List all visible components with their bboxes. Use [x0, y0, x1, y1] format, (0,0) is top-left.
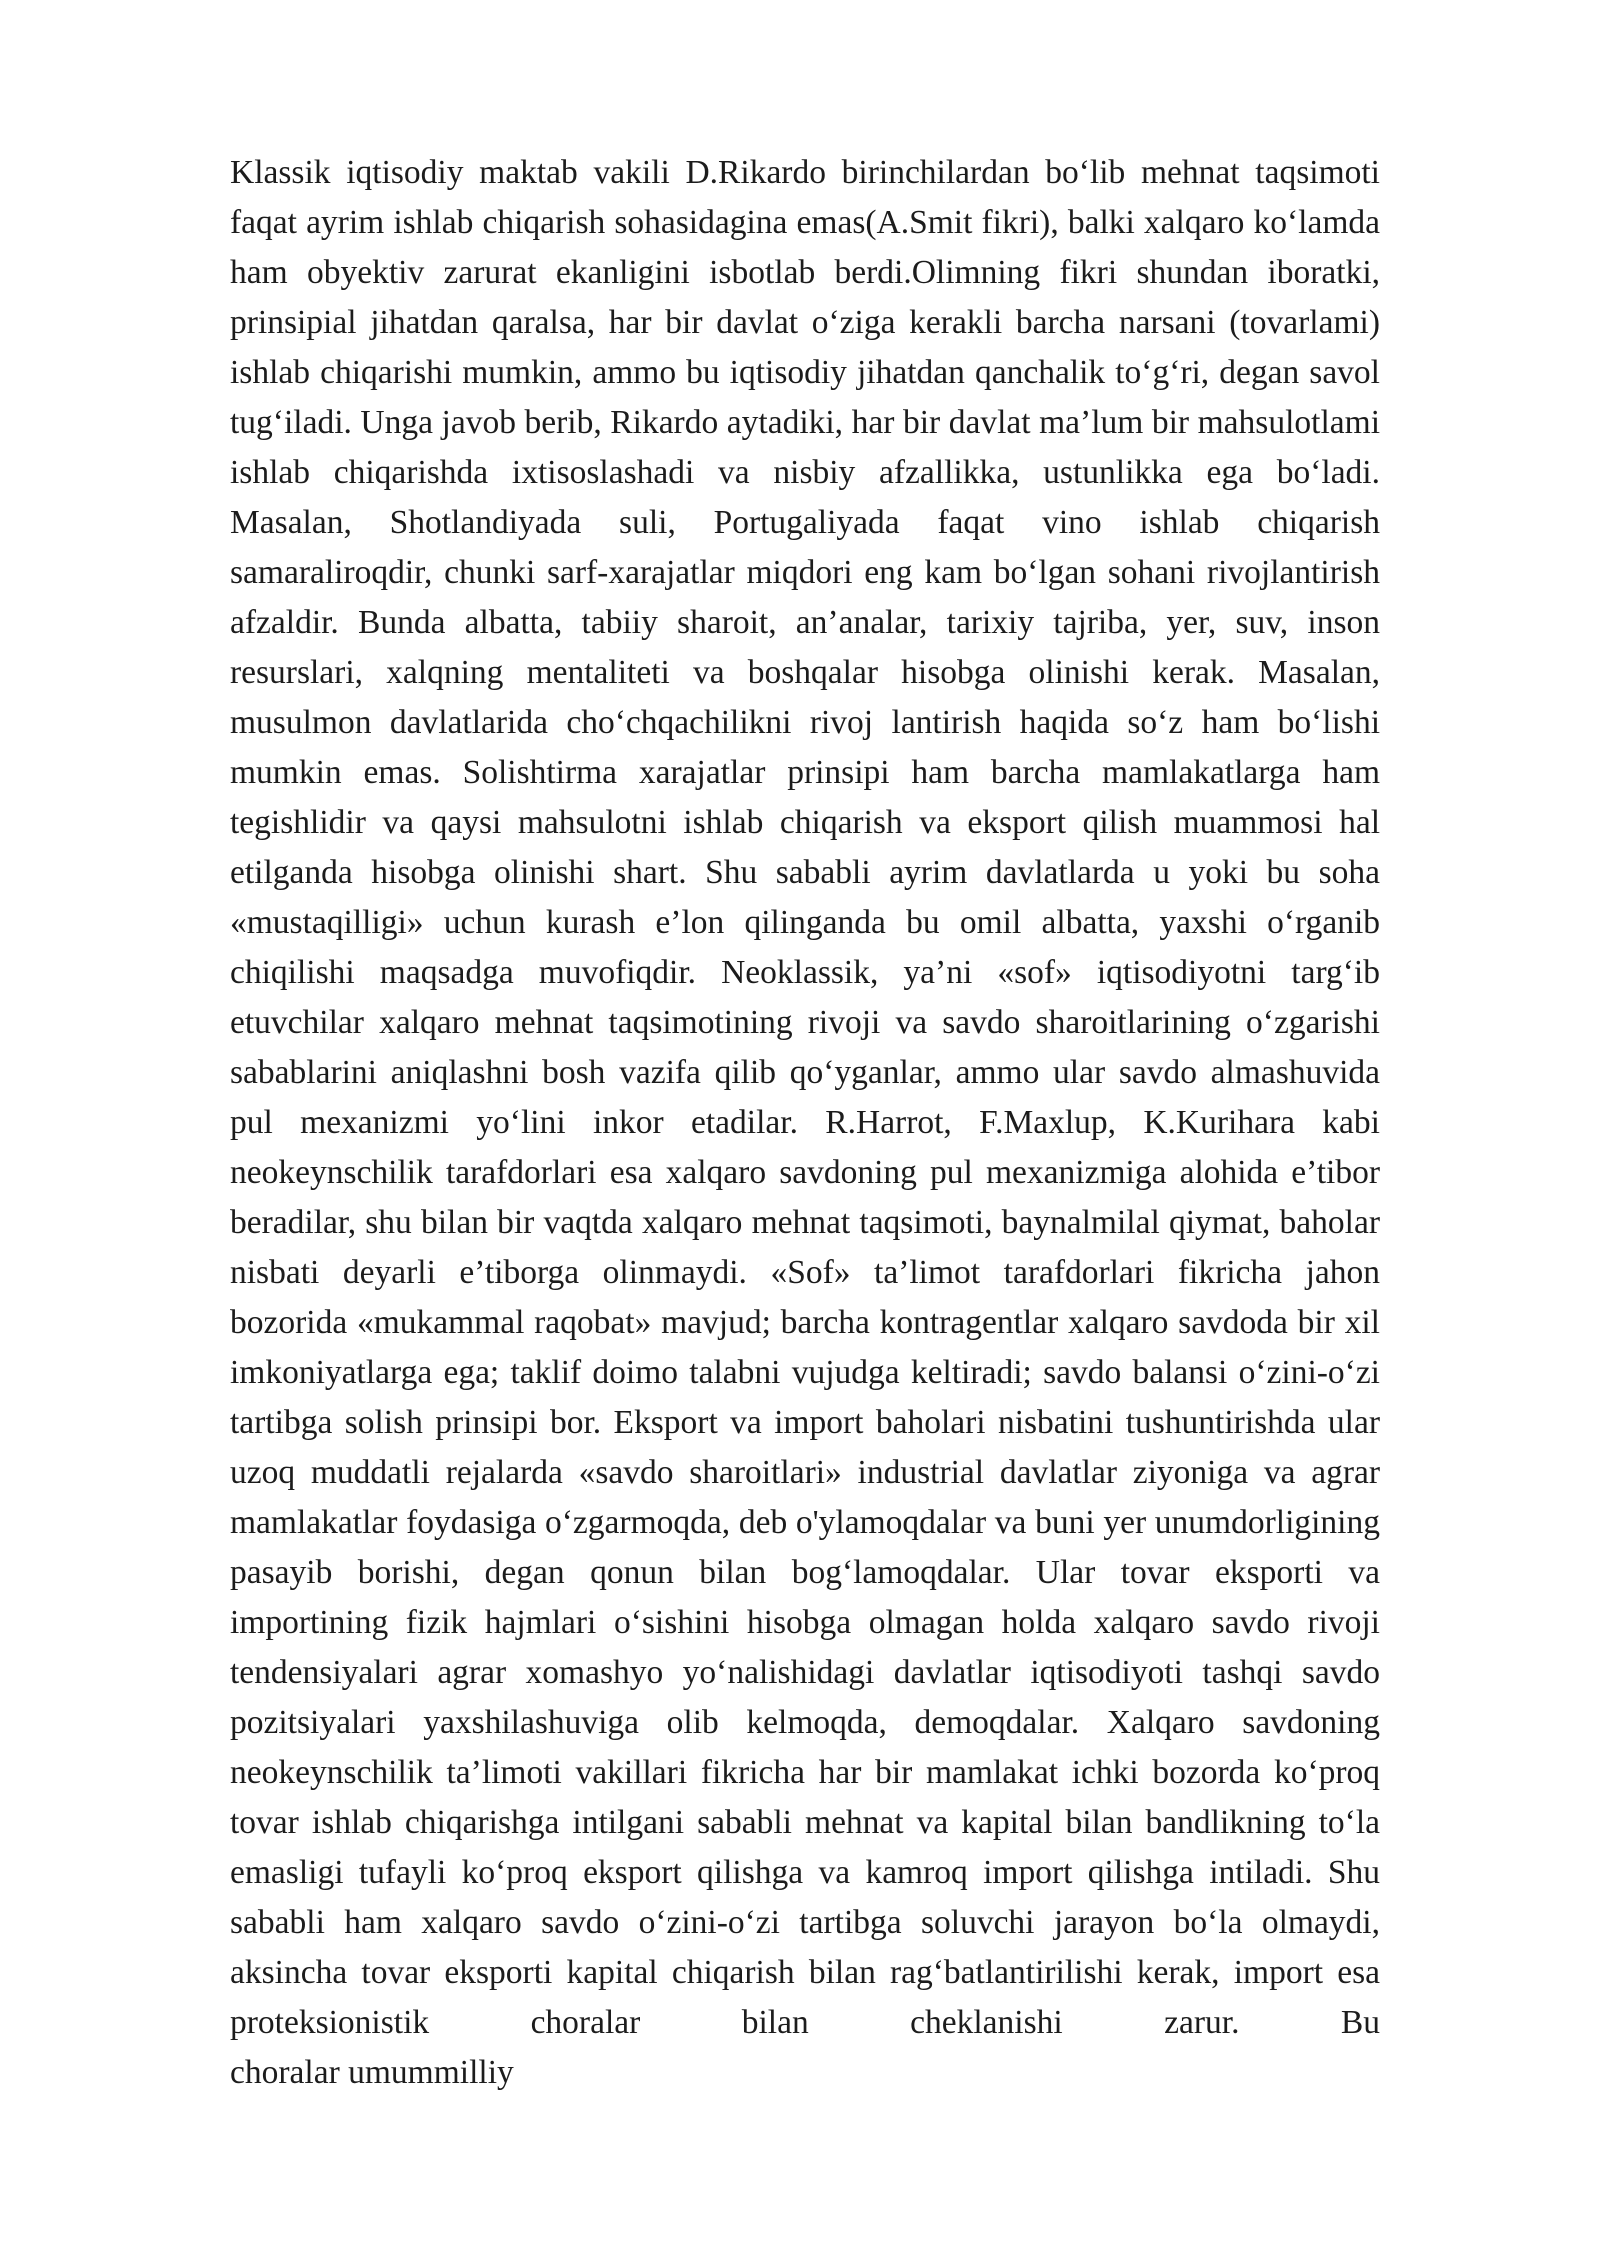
paragraph-tail-text: choralar umummilliy	[230, 2054, 514, 2091]
paragraph-main-text: Klassik iqtisodiy maktab vakili D.Rikardo birinchilardan bo‘lib mehnat taqsimoti faqat ayrim ishlab chiqarish sohasidagina emas(A.Smit fikri), balki xalqaro ko‘lamda ham obyektiv zarurat ekanligini isbotlab berdi.Olimning fikri shundan iboratki, prinsipial jihatdan qaralsa, har bir davlat o‘ziga kerakli barcha narsani (tovarlami) ishlab chiqarishi mumkin, ammo bu iqtisodiy jihatdan qanchalik to‘g‘ri, degan savol tug‘iladi. Unga javob berib, Rikardo aytadiki, har bir davlat ma’lum bir mahsulotlami ishlab chiqarishda ixtisoslashadi va nisbiy afzallikka, ustunlikka ega bo‘ladi. Masalan, Shotlandiyada suli, Portugaliyada faqat vino ishlab chiqarish samaraliroqdir, chunki sarf-xarajatlar miqdori eng kam bo‘lgan sohani rivojlantirish afzaldir. Bunda albatta, tabiiy sharoit, an’analar, tarixiy tajriba, yer, suv, inson resurslari, xalqning mentaliteti va boshqalar hisobga olinishi kerak. Masalan, musulmon davlatlarida cho‘chqachilikni rivoj lantirish haqida so‘z ham bo‘lishi mumkin emas. Solishtirma xarajatlar prinsipi ham barcha mamlakatlarga ham tegishlidir va qaysi mahsulotni ishlab chiqarish va eksport qilish muammosi hal etilganda hisobga olinishi shart. Shu sababli ayrim davlatlarda u yoki bu soha «mustaqilligi» uchun kurash e’lon qilinganda bu omil albatta, yaxshi o‘rganib chiqilishi maqsadga muvofiqdir. Neoklassik, ya’ni «sof» iqtisodiyotni targ‘ib etuvchilar xalqaro mehnat taqsimotining rivoji va savdo sharoitlarining o‘zgarishi sabablarini aniqlashni bosh vazifa qilib qo‘yganlar, ammo ular savdo almashuvida pul mexanizmi yo‘lini inkor etadilar. R.Harrot, F.Maxlup, K.Kurihara kabi neokeynschilik tarafdorlari esa xalqaro savdoning pul mexanizmiga alohida e’tibor beradilar, shu bilan bir vaqtda xalqaro mehnat taqsimoti, baynalmilal qiymat, baholar nisbati deyarli e’tiborga olinmaydi. «Sof» ta’limot tarafdorlari fikricha jahon bozorida «mukammal raqobat» mavjud; barcha kontragentlar xalqaro savdoda bir xil imkoniyatlarga ega; taklif doimo talabni vujudga keltiradi; savdo balansi o‘zini-o‘zi tartibga solish prinsipi bor. Eksport va import baholari nisbatini tushuntirishda ular uzoq muddatli rejalarda «savdo sharoitlari» industrial davlatlar ziyoniga va agrar mamlakatlar foydasiga o‘zgarmoqda, deb o'ylamoqdalar va buni yer unumdorligining pasayib borishi, degan qonun bilan bog‘lamoqdalar. Ular tovar eksporti va importining fizik hajmlari o‘sishini hisobga olmagan holda xalqaro savdo rivoji tendensiyalari agrar xomashyo yo‘nalishidagi davlatlar iqtisodiyoti tashqi savdo pozitsiyalari yaxshilashuviga olib kelmoqda, demoqdalar. Xalqaro savdoning neokeynschilik ta’limoti vakillari fikricha har bir mamlakat ichki bozorda ko‘proq tovar ishlab chiqarishga intilgani sababli mehnat va kapital bilan bandlikning to‘la emasligi tufayli ko‘proq eksport qilishga va kamroq import qilishga intiladi. Shu sababli ham xalqaro savdo o‘zini-o‘zi tartibga soluvchi jarayon bo‘la olmaydi, aksincha tovar eksporti kapital chiqarish bilan rag‘batlantirilishi kerak, import esa proteksionistik choralar bilan cheklanishi zarur. Bu	[230, 154, 1380, 2041]
body-paragraph	[230, 148, 1380, 2098]
